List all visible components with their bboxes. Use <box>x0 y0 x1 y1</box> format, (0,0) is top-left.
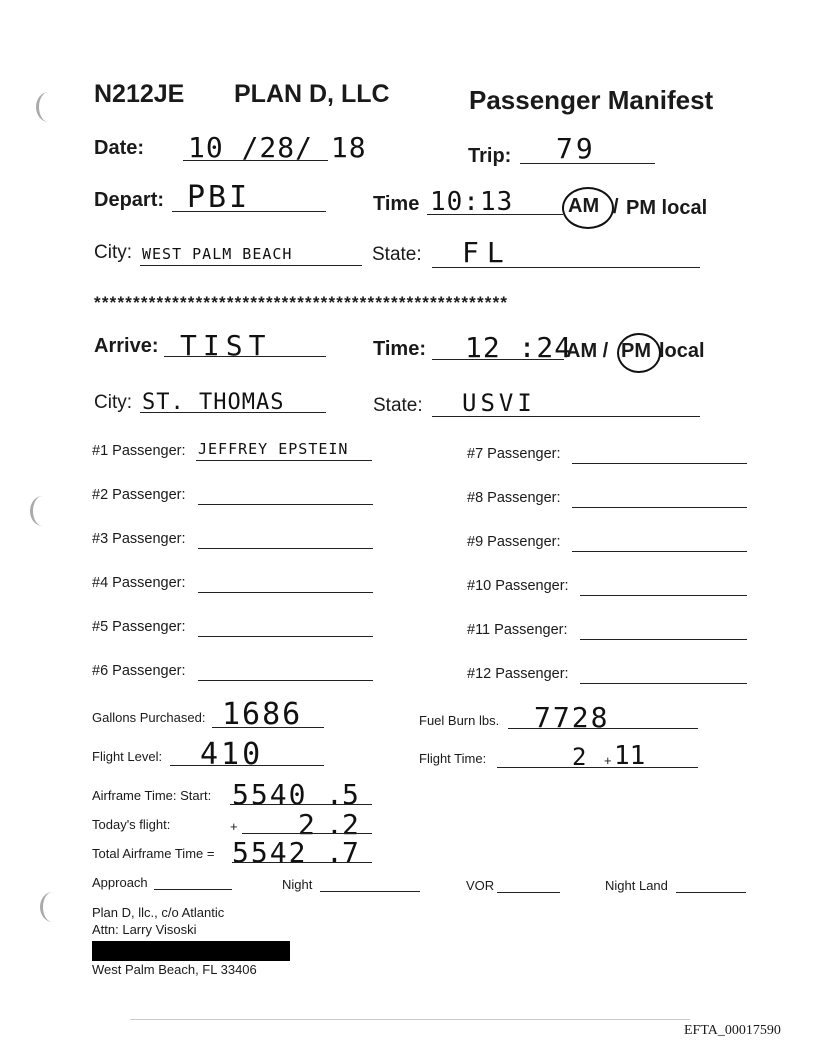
passenger-2-line <box>198 504 373 505</box>
passenger-8-label: #8 Passenger: <box>467 490 561 506</box>
vor-line <box>497 892 560 893</box>
flight-time-minutes: 11 <box>614 741 646 771</box>
airframe-start-line <box>230 804 372 805</box>
total-airframe-line <box>232 862 372 863</box>
arrive-ampm: PM <box>621 340 651 362</box>
passenger-12-label: #12 Passenger: <box>467 666 569 682</box>
address-line-4: West Palm Beach, FL 33406 <box>92 962 257 977</box>
arrive-line <box>164 356 326 357</box>
night-land-line <box>676 892 746 893</box>
fuel-burn-line <box>508 728 698 729</box>
bottom-divider <box>130 1019 690 1020</box>
date-value: 10 /28/ 18 <box>188 131 367 164</box>
flight-time-hours: 2 <box>572 743 590 771</box>
depart-time-value: 10:13 <box>430 187 514 217</box>
arrive-time-label: Time: <box>373 338 426 360</box>
local-label: local <box>659 340 705 362</box>
flight-level-value: 410 <box>200 737 264 772</box>
trip-line <box>520 163 655 164</box>
total-airframe-value: 5542 <box>232 836 308 869</box>
gallons-line <box>212 727 324 728</box>
binder-hole-bottom <box>40 892 65 922</box>
passenger-10-line <box>580 595 747 596</box>
arrive-city-line <box>140 412 326 413</box>
passenger-12-line <box>580 683 747 684</box>
am-slash-label: AM / <box>566 340 609 362</box>
depart-state-line <box>432 267 700 268</box>
passenger-5-label: #5 Passenger: <box>92 619 186 635</box>
passenger-4-line <box>198 592 373 593</box>
depart-city-value: WEST PALM BEACH <box>142 245 293 263</box>
separator-asterisks: ***************************************************** <box>94 293 509 312</box>
arrive-state-value: USVI <box>462 389 536 417</box>
passenger-2-label: #2 Passenger: <box>92 487 186 503</box>
total-airframe-decimal: 7 <box>342 836 362 869</box>
gallons-value: 1686 <box>222 697 303 732</box>
depart-city-line <box>140 265 362 266</box>
arrive-city-label: City: <box>94 392 132 413</box>
approach-line <box>154 889 232 890</box>
passenger-5-line <box>198 636 373 637</box>
total-airframe-dot: . <box>326 836 346 869</box>
arrive-state-line <box>432 416 700 417</box>
depart-time-label: Time <box>373 193 420 215</box>
date-label: Date: <box>94 137 145 159</box>
document-id: EFTA_00017590 <box>684 1023 781 1038</box>
depart-city-label: City: <box>94 242 132 263</box>
passenger-7-label: #7 Passenger: <box>467 446 561 462</box>
flight-level-line <box>170 765 324 766</box>
binder-hole-middle <box>30 496 55 526</box>
fuel-burn-label: Fuel Burn lbs. <box>419 713 500 728</box>
date-line <box>183 160 328 161</box>
passenger-6-line <box>198 680 373 681</box>
total-airframe-label: Total Airframe Time = <box>92 846 215 861</box>
airframe-start-dot: . <box>326 778 346 811</box>
depart-slash: / <box>613 196 619 218</box>
flight-time-plus: + <box>604 753 612 768</box>
binder-hole-top <box>36 92 61 122</box>
depart-label: Depart: <box>94 189 165 211</box>
company-name: PLAN D, LLC <box>234 80 390 108</box>
flight-time-label: Flight Time: <box>419 751 487 766</box>
approach-label: Approach <box>92 875 148 890</box>
passenger-11-label: #11 Passenger: <box>467 622 568 638</box>
passenger-3-label: #3 Passenger: <box>92 531 186 547</box>
passenger-1-label: #1 Passenger: <box>92 443 186 459</box>
passenger-6-label: #6 Passenger: <box>92 663 186 679</box>
address-line-2: Attn: Larry Visoski <box>92 922 197 937</box>
passenger-9-label: #9 Passenger: <box>467 534 561 550</box>
gallons-label: Gallons Purchased: <box>92 710 206 725</box>
airframe-start-value: 5540 <box>232 778 308 811</box>
depart-value: PBI <box>187 180 251 215</box>
passenger-8-line <box>572 507 747 508</box>
depart-ampm: AM <box>568 195 600 217</box>
arrive-time-value: 12 :24 <box>465 331 573 364</box>
page-title: Passenger Manifest <box>469 85 714 115</box>
passenger-1-value: JEFFREY EPSTEIN <box>198 440 349 458</box>
redaction-block <box>92 941 290 961</box>
flight-time-line <box>497 767 698 768</box>
passenger-9-line <box>572 551 747 552</box>
passenger-10-label: #10 Passenger: <box>467 578 569 594</box>
depart-state-label: State: <box>372 244 422 265</box>
pm-local-label: PM local <box>626 197 708 219</box>
fuel-burn-value: 7728 <box>534 701 610 734</box>
arrive-city-value: ST. THOMAS <box>142 390 285 415</box>
passenger-11-line <box>580 639 747 640</box>
trip-label: Trip: <box>468 145 512 167</box>
passenger-7-line <box>572 463 747 464</box>
trip-value: 79 <box>556 132 596 165</box>
todays-flight-plus: + <box>230 819 238 834</box>
passenger-1-line <box>196 460 372 461</box>
arrive-value: TIST <box>180 329 272 362</box>
airframe-start-decimal: 5 <box>342 778 362 811</box>
flight-level-label: Flight Level: <box>92 749 163 764</box>
night-land-label: Night Land <box>605 878 668 893</box>
passenger-3-line <box>198 548 373 549</box>
address-line-1: Plan D, llc., c/o Atlantic <box>92 905 225 920</box>
airframe-start-label: Airframe Time: Start: <box>92 788 212 803</box>
todays-flight-dot: . <box>326 808 346 841</box>
passenger-4-label: #4 Passenger: <box>92 575 186 591</box>
depart-line <box>172 211 326 212</box>
todays-flight-line <box>242 833 372 834</box>
night-label: Night <box>282 877 313 892</box>
todays-flight-label: Today's flight: <box>92 817 171 832</box>
arrive-time-line <box>432 359 564 360</box>
tail-number: N212JE <box>94 80 185 108</box>
arrive-state-label: State: <box>373 395 423 416</box>
todays-flight-decimal: 2 <box>342 808 362 841</box>
night-line <box>320 891 420 892</box>
depart-state-value: FL <box>462 236 512 269</box>
todays-flight-value: 2 <box>298 808 318 841</box>
depart-time-line <box>427 214 563 215</box>
vor-label: VOR <box>466 878 495 893</box>
arrive-label: Arrive: <box>94 335 159 357</box>
